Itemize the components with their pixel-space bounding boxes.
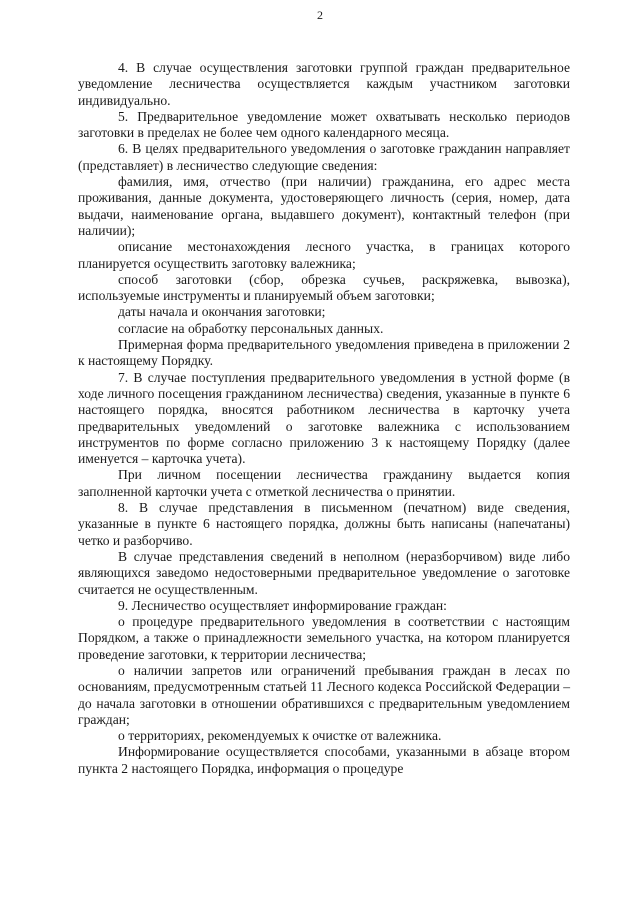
paragraph-item-8: 8. В случае представления в письменном (печатном) виде сведения, указанные в пункте 6 настоящего порядка, должны быть написаны (напечатаны) четко и разборчиво. (78, 500, 570, 548)
list-item-method: способ заготовки (сбор, обрезка сучьев, раскряжевка, вывозка), используемые инструменты и планируемый объем заготовки; (78, 271, 570, 304)
list-item-restrictions: о наличии запретов или ограничений пребывания граждан в лесах по основаниям, предусмотренным статьей 11 Лесного кодекса Российской Федерации – до начала заготовки в отношении обратившихся с предварительным уведомлением граждан; (78, 662, 570, 727)
paragraph-sample-form: Примерная форма предварительного уведомления приведена в приложении 2 к настоящему Порядку. (78, 337, 570, 369)
list-item-territories: о территориях, рекомендуемых к очистке от валежника. (118, 728, 442, 744)
paragraph-item-5: 5. Предварительное уведомление может охватывать несколько периодов заготовки в пределах не более чем одного календарного месяца. (78, 108, 570, 141)
list-item-dates: даты начала и окончания заготовки; (118, 304, 326, 320)
list-item-procedure-info: о процедуре предварительного уведомления в соответствии с настоящим Порядком, а также о принадлежности земельного участка, на котором планируется проведение заготовки, к территории лесничества; (78, 614, 570, 662)
paragraph-item-7: 7. В случае поступления предварительного уведомления в устной форме (в ходе личного посещения гражданином лесничества) сведения, указанные в пункте 6 настоящего порядка, вносятся работником лесничества в карточку учета предварительных уведомлений о заготовке валежника с использованием инструментов по форме согласно приложению 3 к настоящему Порядку (далее именуется – карточка учета). (78, 369, 570, 467)
list-item-personal-data: фамилия, имя, отчество (при наличии) гражданина, его адрес места проживания, данные документа, удостоверяющего личность (серия, номер, дата выдачи, наименование органа, выдавшего документ), контактный телефон (при наличии); (78, 174, 570, 238)
list-item-location: описание местонахождения лесного участка, в границах которого планируется осуществить заготовку валежника; (78, 239, 570, 271)
document-body (78, 60, 570, 777)
paragraph-item-9: 9. Лесничество осуществляет информирование граждан: (118, 597, 447, 613)
paragraph-copy-issued: При личном посещении лесничества гражданину выдается копия заполненной карточки учета с отметкой лесничества о принятии. (78, 467, 570, 499)
paragraph-informing-methods: Информирование осуществляется способами, указанными в абзаце втором пункта 2 настоящего Порядка, информация о процедуре (78, 744, 570, 776)
paragraph-item-4: 4. В случае осуществления заготовки группой граждан предварительное уведомление лесничества осуществляется каждым участником заготовки индивидуально. (78, 60, 570, 108)
page-number: 2 (317, 8, 323, 22)
list-item-consent: согласие на обработку персональных данных. (118, 320, 384, 336)
paragraph-item-6: 6. В целях предварительного уведомления о заготовке гражданин направляет (представляет) в лесничество следующие сведения: (78, 141, 570, 173)
paragraph-incomplete-data: В случае представления сведений в неполном (неразборчивом) виде либо являющихся заведомо недостоверными предварительное уведомление о заготовке считается не осуществленным. (78, 548, 570, 597)
